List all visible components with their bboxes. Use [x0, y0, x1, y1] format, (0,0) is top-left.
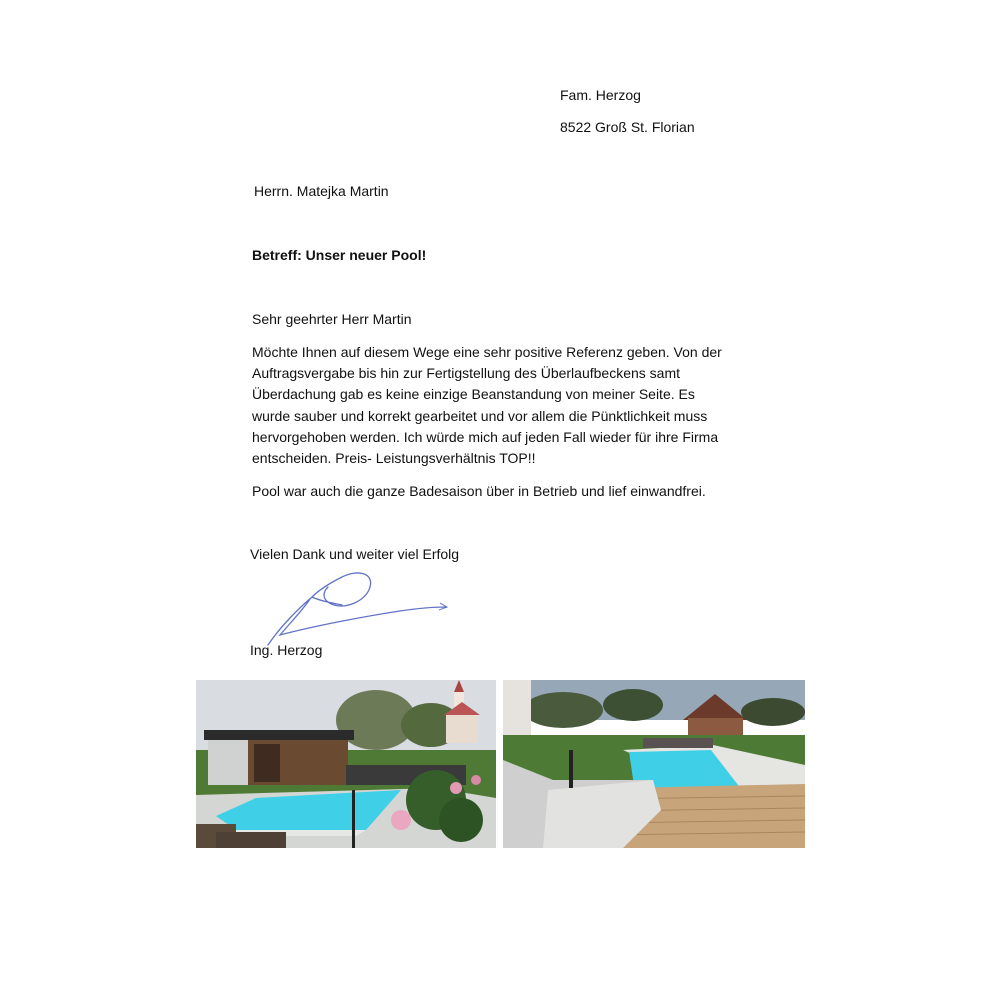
paragraph-reference: Möchte Ihnen auf diesem Wege eine sehr positive Referenz geben. Von der Auftragsvergabe bis hin zur Fertigstellung des Überlaufbeckens samt Überdachung gab es keine einzige Beanstandung von meiner Seite. Es wurde sauber und korrekt gearbeitet und vor allem die Pünktlichkeit muss hervorgehoben werden. Ich würde mich auf jeden Fall wieder für ihre Firma entscheiden. Preis- Leistungsverhältnis TOP!!	[252, 344, 722, 467]
closing-line: Vielen Dank und weiter viel Erfolg	[250, 546, 460, 562]
recipient-line: Herrn. Matejka Martin	[254, 183, 389, 199]
subject-line: Betreff: Unser neuer Pool!	[252, 247, 427, 263]
pool-photo-deck	[503, 680, 805, 848]
sender-name: Fam. Herzog	[560, 87, 641, 103]
sender-address: 8522 Groß St. Florian	[560, 119, 695, 135]
handwritten-signature	[250, 565, 460, 650]
pool-photo-pavilion	[196, 680, 496, 848]
paragraph-pool-status: Pool war auch die ganze Badesaison über in Betrieb und lief einwandfrei.	[252, 483, 706, 499]
signer-name: Ing. Herzog	[250, 642, 323, 658]
salutation: Sehr geehrter Herr Martin	[252, 311, 412, 327]
